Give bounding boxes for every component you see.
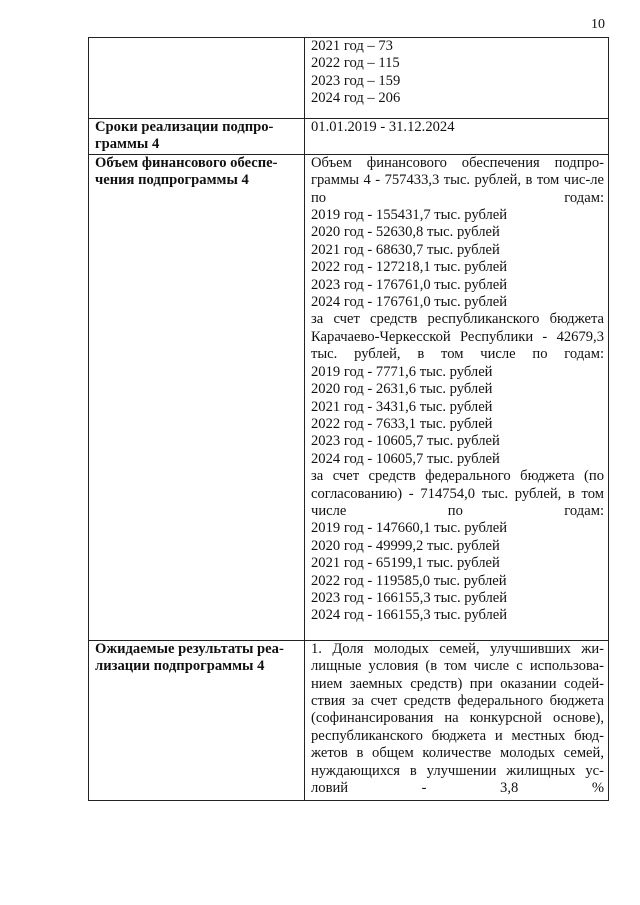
row-value-terms xyxy=(305,119,609,155)
financing-year-line: 2022 год - 127218,1 тыс. рублей xyxy=(311,259,508,276)
table-row-terms xyxy=(89,119,609,155)
table-row-financing xyxy=(89,154,609,640)
federal-year-line: 2023 год - 166155,3 тыс. рублей xyxy=(311,589,508,606)
year-value-line: 2024 год – 206 xyxy=(311,90,401,107)
financing-intro: Объем финансового обеспечения подпро-граммы 4 - 757433,3 тыс. рублей, в том чис-ле по годам: xyxy=(311,154,604,206)
financing-year-line: 2020 год - 52630,8 тыс. рублей xyxy=(311,224,500,241)
row-value-expected-results xyxy=(305,640,609,800)
subprogram-passport-table xyxy=(88,37,609,801)
regional-year-line: 2024 год - 10605,7 тыс. рублей xyxy=(311,450,500,467)
federal-budget-intro: за счет средств федерального бюджета (по согласованию) - 714754,0 тыс. рублей, в том числе по годам: xyxy=(311,468,604,519)
regional-year-line: 2022 год - 7633,1 тыс. рублей xyxy=(311,415,493,432)
term-period: 01.01.2019 - 31.12.2024 xyxy=(311,119,455,135)
regional-year-line: 2020 год - 2631,6 тыс. рублей xyxy=(311,381,493,398)
financing-year-line: 2023 год - 176761,0 тыс. рублей xyxy=(311,276,508,293)
row-label-expected-results: Ожидаемые результаты реа-лизации подпрограммы 4 xyxy=(89,640,305,800)
page-number: 10 xyxy=(591,17,605,32)
financing-year-line: 2021 год - 68630,7 тыс. рублей xyxy=(311,241,500,258)
row-label-terms: Сроки реализации подпро-граммы 4 xyxy=(89,119,305,155)
year-value-line: 2023 год – 159 xyxy=(311,72,401,89)
regional-year-line: 2021 год - 3431,6 тыс. рублей xyxy=(311,398,493,415)
table-row-participants-continued xyxy=(89,38,609,119)
financing-year-line: 2024 год - 176761,0 тыс. рублей xyxy=(311,294,508,311)
federal-year-line: 2024 год - 166155,3 тыс. рублей xyxy=(311,607,508,624)
federal-year-line: 2021 год - 65199,1 тыс. рублей xyxy=(311,555,500,572)
year-value-line: 2022 год – 115 xyxy=(311,55,400,72)
federal-year-line: 2022 год - 119585,0 тыс. рублей xyxy=(311,572,507,589)
federal-year-line: 2020 год - 49999,2 тыс. рублей xyxy=(311,537,500,554)
year-value-line: 2021 год – 73 xyxy=(311,38,393,54)
financing-year-line: 2019 год - 155431,7 тыс. рублей xyxy=(311,207,508,224)
row-value-financing xyxy=(305,154,609,640)
regional-year-line: 2023 год - 10605,7 тыс. рублей xyxy=(311,433,500,450)
row-label-financing: Объем финансового обеспе-чения подпрограммы 4 xyxy=(89,154,305,640)
row-value xyxy=(305,38,609,119)
regional-year-line: 2019 год - 7771,6 тыс. рублей xyxy=(311,363,493,380)
regional-budget-intro: за счет средств республиканского бюджета Карачаево-Черкесской Республики - 42679,3 тыс. рублей, в том числе по годам: xyxy=(311,311,604,363)
row-label-empty xyxy=(89,38,305,119)
table-row-expected-results xyxy=(89,640,609,800)
expected-results-text: 1. Доля молодых семей, улучшивших жи-лищные условия (в том числе с использова-нием заемных средств) при оказании содей-ствия за счет средств федерального бюджета (софинансирования на конкурсной основе), республиканского бюджета и местных бюд-жетов в общем количестве молодых семей, нуждающихся в улучшении жилищных ус-ловий - 3,8 % xyxy=(311,640,604,797)
federal-year-line: 2019 год - 147660,1 тыс. рублей xyxy=(311,520,508,537)
